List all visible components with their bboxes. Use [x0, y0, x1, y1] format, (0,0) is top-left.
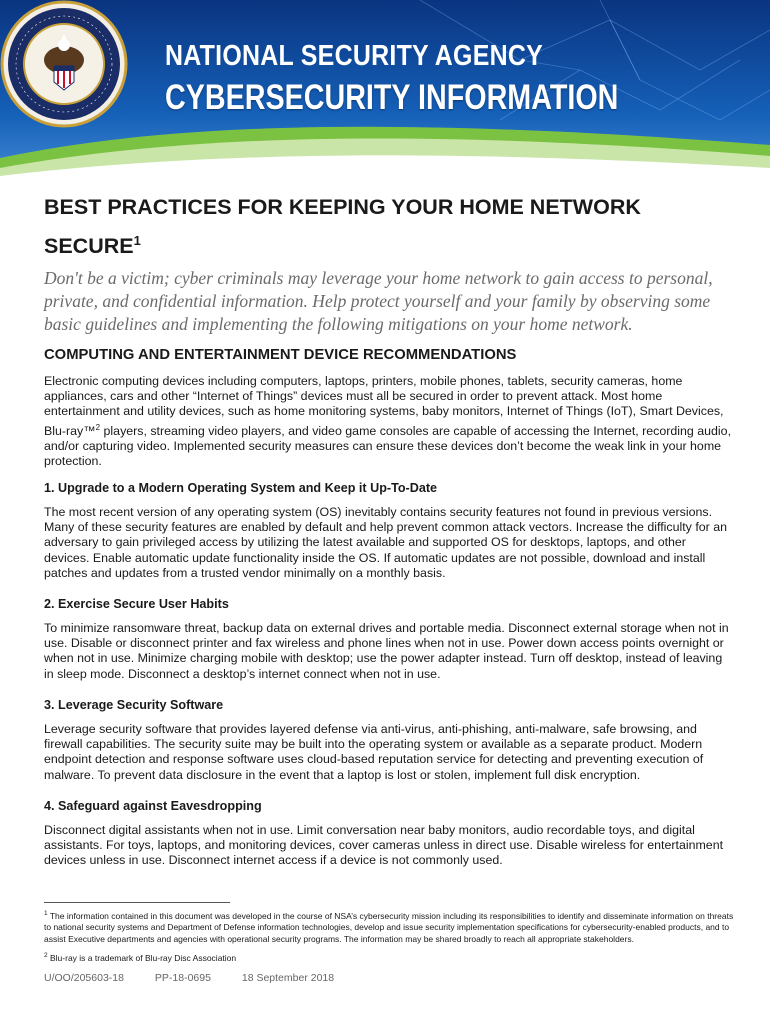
document-id: U/OO/205603-18	[44, 972, 124, 984]
item-2-heading: 2. Exercise Secure User Habits	[44, 597, 229, 611]
cybersecurity-information-title: CYBERSECURITY INFORMATION	[165, 78, 619, 117]
nsa-seal-icon	[0, 0, 128, 128]
header-banner	[0, 0, 770, 190]
section-intro-text-b: players, streaming video players, and video game consoles are capable of accessing the Internet, recording audio, and/or capturing video. Implemented security measures can ensure these devices don’t become the weak link in your home protection.	[44, 423, 732, 469]
footnote-divider	[44, 902, 230, 903]
footnote-1-text: The information contained in this document was developed in the course of NSA’s cybersecurity mission including its responsibilities to identify and disseminate information on threats to national security systems and Department of Defense information technologies, develop and issue security implementation specifications for cybersecurity-enabled products, and to assist Executive departments and agencies with operational security programs. The information may be shared broadly to reach all appropriate stakeholders.	[44, 910, 734, 945]
section-intro	[44, 374, 734, 469]
agency-name: NATIONAL SECURITY AGENCY	[165, 40, 544, 72]
item-1-heading: 1. Upgrade to a Modern Operating System and Keep it Up-To-Date	[44, 481, 438, 495]
item-2-body: To minimize ransomware threat, backup data on external drives and portable media. Disconnect external storage when not in use. Disable or disconnect printer and fax wireless and phone lines when not in use. Power down access points overnight or when not in use. Minimize charging mobile with desktop; use the power adapter instead. Turn off desktop, instead of leaving in sleep mode. Disconnect a desktop’s internet connect when not in use.	[44, 621, 729, 681]
document-metadata	[44, 972, 334, 984]
footnote-ref-1: 1	[133, 233, 141, 248]
footnote-1	[44, 908, 734, 946]
document-title-text: BEST PRACTICES FOR KEEPING YOUR HOME NETWORK SECURE	[44, 195, 641, 259]
item-4-body: Disconnect digital assistants when not in use. Limit conversation near baby monitors, audio recordable toys, and digital assistants. For toys, laptops, and monitoring devices, cover cameras unless in direct use. Disable wireless for entertainment devices unless in use. Disconnect internet access if a device is not commonly used.	[44, 823, 724, 868]
item-3-body: Leverage security software that provides layered defense via anti-virus, anti-phishing, anti-malware, safe browsing, and firewall capabilities. The security suite may be built into the operating system or available as a separate product. Modern endpoint detection and response software uses cloud-based reputation service for detecting and preventing execution of malware. To prevent data disclosure in the event that a laptop is lost or stolen, implement full disk encryption.	[44, 722, 704, 782]
footnote-2	[44, 950, 734, 964]
footnote-ref-2: 2	[95, 422, 101, 432]
section-heading: COMPUTING AND ENTERTAINMENT DEVICE RECOMMENDATIONS	[44, 347, 517, 363]
footnote-2-mark: 2	[44, 952, 48, 959]
section-intro-text-a: Electronic computing devices including computers, laptops, printers, mobile phones, tablets, security cameras, home appliances, cars and other “Internet of Things” devices must all be secured in order to prevent attack. Most home entertainment and utility devices, such as home monitoring systems, baby monitors, Internet of Things (IoT), Smart Devices, Blu-ray™	[44, 374, 724, 438]
footnote-2-text: Blu-ray is a trademark of Blu-ray Disc Association	[50, 952, 237, 963]
item-4-heading: 4. Safeguard against Eavesdropping	[44, 799, 262, 813]
pp-number: PP-18-0695	[154, 972, 211, 984]
document-title	[44, 190, 684, 263]
intro-paragraph: Don't be a victim; cyber criminals may leverage your home network to gain access to personal, private, and confidential information. Help protect yourself and your family by observing some basic guidelines and implementing the following mitigations on your home network.	[44, 268, 713, 334]
item-1-body: The most recent version of any operating system (OS) inevitably contains security features not found in previous versions. Many of these security features are enabled by default and help prevent common attack vectors. Increase the difficulty for an adversary to gain privileged access by utilizing the latest available and supported OS for desktops, laptops, and other devices. Enable automatic update functionality inside the OS. If automatic updates are not possible, download and install patches and updates from a trusted vendor minimally on a monthly basis.	[44, 505, 728, 580]
item-3-heading: 3. Leverage Security Software	[44, 698, 224, 712]
document-date: 18 September 2018	[241, 972, 335, 984]
footnote-1-mark: 1	[44, 910, 48, 917]
